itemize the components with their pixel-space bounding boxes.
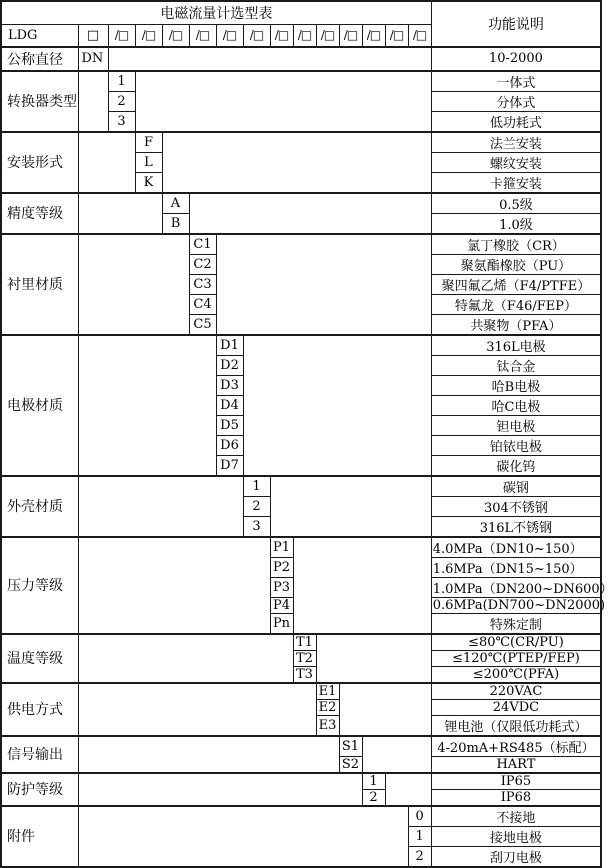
code-cell: D6 bbox=[216, 435, 243, 455]
category-label-accessory: 附件 bbox=[1, 806, 78, 867]
filler-cell bbox=[78, 806, 408, 867]
function-cell: 特氟龙（F46/FEP） bbox=[431, 294, 601, 314]
function-cell: 氯丁橡胶（CR） bbox=[431, 234, 601, 255]
code-cell: E1 bbox=[316, 683, 339, 700]
function-cell: 0.6MPa(DN700~DN2000) bbox=[432, 597, 606, 613]
function-cell: 聚氨酯橡胶（PU） bbox=[431, 254, 601, 274]
function-cell: 10-2000 bbox=[431, 47, 601, 71]
function-cell: 分体式 bbox=[431, 91, 601, 111]
function-cell: 4-20mA+RS485（标配） bbox=[431, 736, 601, 757]
function-cell: 共聚物（PFA） bbox=[431, 314, 601, 335]
function-cell: 螺纹安装 bbox=[431, 152, 601, 172]
code-cell: E2 bbox=[316, 699, 339, 715]
filler-cell bbox=[316, 634, 431, 683]
function-cell: 220VAC bbox=[431, 683, 601, 700]
code-cell: Pn bbox=[270, 613, 293, 634]
code-cell: P1 bbox=[270, 537, 293, 558]
function-cell: ≤80℃(CR/PU) bbox=[431, 634, 601, 651]
code-cell: P2 bbox=[270, 557, 293, 577]
category-label-pressure: 压力等级 bbox=[1, 537, 78, 634]
code-cell: S2 bbox=[339, 756, 362, 773]
filler-cell bbox=[78, 335, 216, 476]
code-cell: T3 bbox=[293, 666, 316, 683]
code-cell: 0 bbox=[408, 806, 431, 827]
code-cell: 1 bbox=[362, 773, 385, 790]
category-label-electrode: 电极材质 bbox=[1, 335, 78, 476]
code-slot: /□ bbox=[108, 25, 135, 47]
function-cell: 304不锈钢 bbox=[431, 496, 601, 516]
function-cell: 低功耗式 bbox=[431, 111, 601, 132]
filler-cell bbox=[78, 71, 108, 132]
function-cell: 316L不锈钢 bbox=[431, 516, 601, 537]
code-cell: C4 bbox=[189, 294, 216, 314]
code-slot: /□ bbox=[135, 25, 162, 47]
function-cell: IP68 bbox=[431, 789, 601, 806]
code-cell: C5 bbox=[189, 314, 216, 335]
filler-cell bbox=[293, 537, 431, 634]
function-cell: 不接地 bbox=[431, 806, 601, 827]
function-cell: 碳化钨 bbox=[431, 455, 601, 476]
code-cell: B bbox=[162, 213, 189, 234]
function-cell: 1.0MPa（DN200~DN600） bbox=[431, 577, 601, 597]
code-slot: /□ bbox=[243, 25, 270, 47]
code-cell: 1 bbox=[243, 476, 270, 497]
category-label-housing: 外壳材质 bbox=[1, 476, 78, 537]
code-cell: 2 bbox=[408, 846, 431, 867]
function-cell: 聚四氟乙烯（F4/PTFE） bbox=[431, 274, 601, 294]
code-slot: /□ bbox=[270, 25, 293, 47]
code-slot: /□ bbox=[293, 25, 316, 47]
filler-cell bbox=[78, 537, 270, 634]
code-cell: D2 bbox=[216, 355, 243, 375]
filler-cell bbox=[270, 476, 431, 537]
function-cell: ≤120℃(PTEP/FEP) bbox=[431, 650, 601, 666]
category-label-diameter: 公称直径 bbox=[1, 47, 78, 71]
code-cell: L bbox=[135, 152, 162, 172]
function-cell: 钽电极 bbox=[431, 415, 601, 435]
code-slot: /□ bbox=[408, 25, 431, 47]
filler-cell bbox=[189, 193, 431, 234]
function-cell: ≤200℃(PFA) bbox=[431, 666, 601, 683]
filler-cell bbox=[78, 476, 243, 537]
filler-cell bbox=[385, 773, 431, 806]
code-cell: A bbox=[162, 193, 189, 214]
filler-cell bbox=[78, 683, 316, 736]
function-cell: 316L电极 bbox=[431, 335, 601, 356]
code-slot: /□ bbox=[216, 25, 243, 47]
code-cell: C2 bbox=[189, 254, 216, 274]
function-cell: 1.6MPa（DN15~150） bbox=[431, 557, 601, 577]
code-cell: K bbox=[135, 172, 162, 193]
filler-cell bbox=[362, 736, 431, 773]
category-label-temperature: 温度等级 bbox=[1, 634, 78, 683]
filler-cell bbox=[78, 193, 162, 234]
function-cell: 钛合金 bbox=[431, 355, 601, 375]
code-cell: S1 bbox=[339, 736, 362, 757]
code-cell: 1 bbox=[108, 71, 135, 92]
function-cell: 刮刀电极 bbox=[431, 846, 601, 867]
code-cell: D7 bbox=[216, 455, 243, 476]
code-cell: D1 bbox=[216, 335, 243, 356]
function-cell: IP65 bbox=[431, 773, 601, 790]
function-cell: 哈C电极 bbox=[431, 395, 601, 415]
filler-cell bbox=[243, 335, 431, 476]
code-cell: E3 bbox=[316, 715, 339, 736]
code-cell: 3 bbox=[243, 516, 270, 537]
filler-cell bbox=[216, 234, 431, 335]
function-column-header: 功能说明 bbox=[431, 1, 601, 47]
filler-cell bbox=[78, 234, 189, 335]
order-code-box: □ bbox=[78, 25, 108, 47]
code-cell: C3 bbox=[189, 274, 216, 294]
code-cell: 2 bbox=[362, 789, 385, 806]
code-cell: 2 bbox=[108, 91, 135, 111]
category-label-signal: 信号输出 bbox=[1, 736, 78, 773]
function-cell: 卡箍安装 bbox=[431, 172, 601, 193]
code-cell: 2 bbox=[243, 496, 270, 516]
function-cell: 铂铱电极 bbox=[431, 435, 601, 455]
code-cell: DN bbox=[78, 47, 108, 71]
function-cell: HART bbox=[431, 756, 601, 773]
code-cell: D3 bbox=[216, 375, 243, 395]
filler-cell bbox=[78, 773, 362, 806]
function-cell: 一体式 bbox=[431, 71, 601, 92]
code-slot: /□ bbox=[385, 25, 408, 47]
filler-cell bbox=[339, 683, 431, 736]
code-cell: D5 bbox=[216, 415, 243, 435]
code-cell: T1 bbox=[293, 634, 316, 651]
code-slot: /□ bbox=[189, 25, 216, 47]
code-cell: 3 bbox=[108, 111, 135, 132]
filler-cell bbox=[78, 132, 135, 193]
function-cell: 哈B电极 bbox=[431, 375, 601, 395]
filler-cell bbox=[78, 634, 293, 683]
code-slot: /□ bbox=[316, 25, 339, 47]
function-cell: 0.5级 bbox=[431, 193, 601, 214]
function-cell: 特殊定制 bbox=[431, 613, 601, 634]
function-cell: 4.0MPa（DN10~150） bbox=[431, 537, 601, 558]
filler-cell bbox=[108, 47, 431, 71]
code-cell: T2 bbox=[293, 650, 316, 666]
function-cell: 碳钢 bbox=[431, 476, 601, 497]
function-cell: 法兰安装 bbox=[431, 132, 601, 153]
code-cell: 1 bbox=[408, 826, 431, 846]
code-cell: D4 bbox=[216, 395, 243, 415]
function-cell: 24VDC bbox=[431, 699, 601, 715]
category-label-power: 供电方式 bbox=[1, 683, 78, 736]
filler-cell bbox=[135, 71, 431, 132]
code-cell: C1 bbox=[189, 234, 216, 255]
code-slot: /□ bbox=[362, 25, 385, 47]
function-cell: 接地电极 bbox=[431, 826, 601, 846]
code-cell: P4 bbox=[270, 597, 293, 613]
filler-cell bbox=[162, 132, 431, 193]
code-cell: P3 bbox=[270, 577, 293, 597]
category-label-converter-type: 转换器类型 bbox=[1, 71, 78, 132]
code-slot: /□ bbox=[339, 25, 362, 47]
category-label-protection: 防护等级 bbox=[1, 773, 78, 806]
filler-cell bbox=[78, 736, 339, 773]
table-title: 电磁流量计选型表 bbox=[1, 1, 431, 25]
category-label-lining: 衬里材质 bbox=[1, 234, 78, 335]
model-code: LDG bbox=[1, 25, 78, 47]
code-slot: /□ bbox=[162, 25, 189, 47]
function-cell: 1.0级 bbox=[431, 213, 601, 234]
category-label-mounting: 安装形式 bbox=[1, 132, 78, 193]
function-cell: 锂电池（仅限低功耗式） bbox=[431, 715, 601, 736]
code-cell: F bbox=[135, 132, 162, 153]
category-label-accuracy: 精度等级 bbox=[1, 193, 78, 234]
